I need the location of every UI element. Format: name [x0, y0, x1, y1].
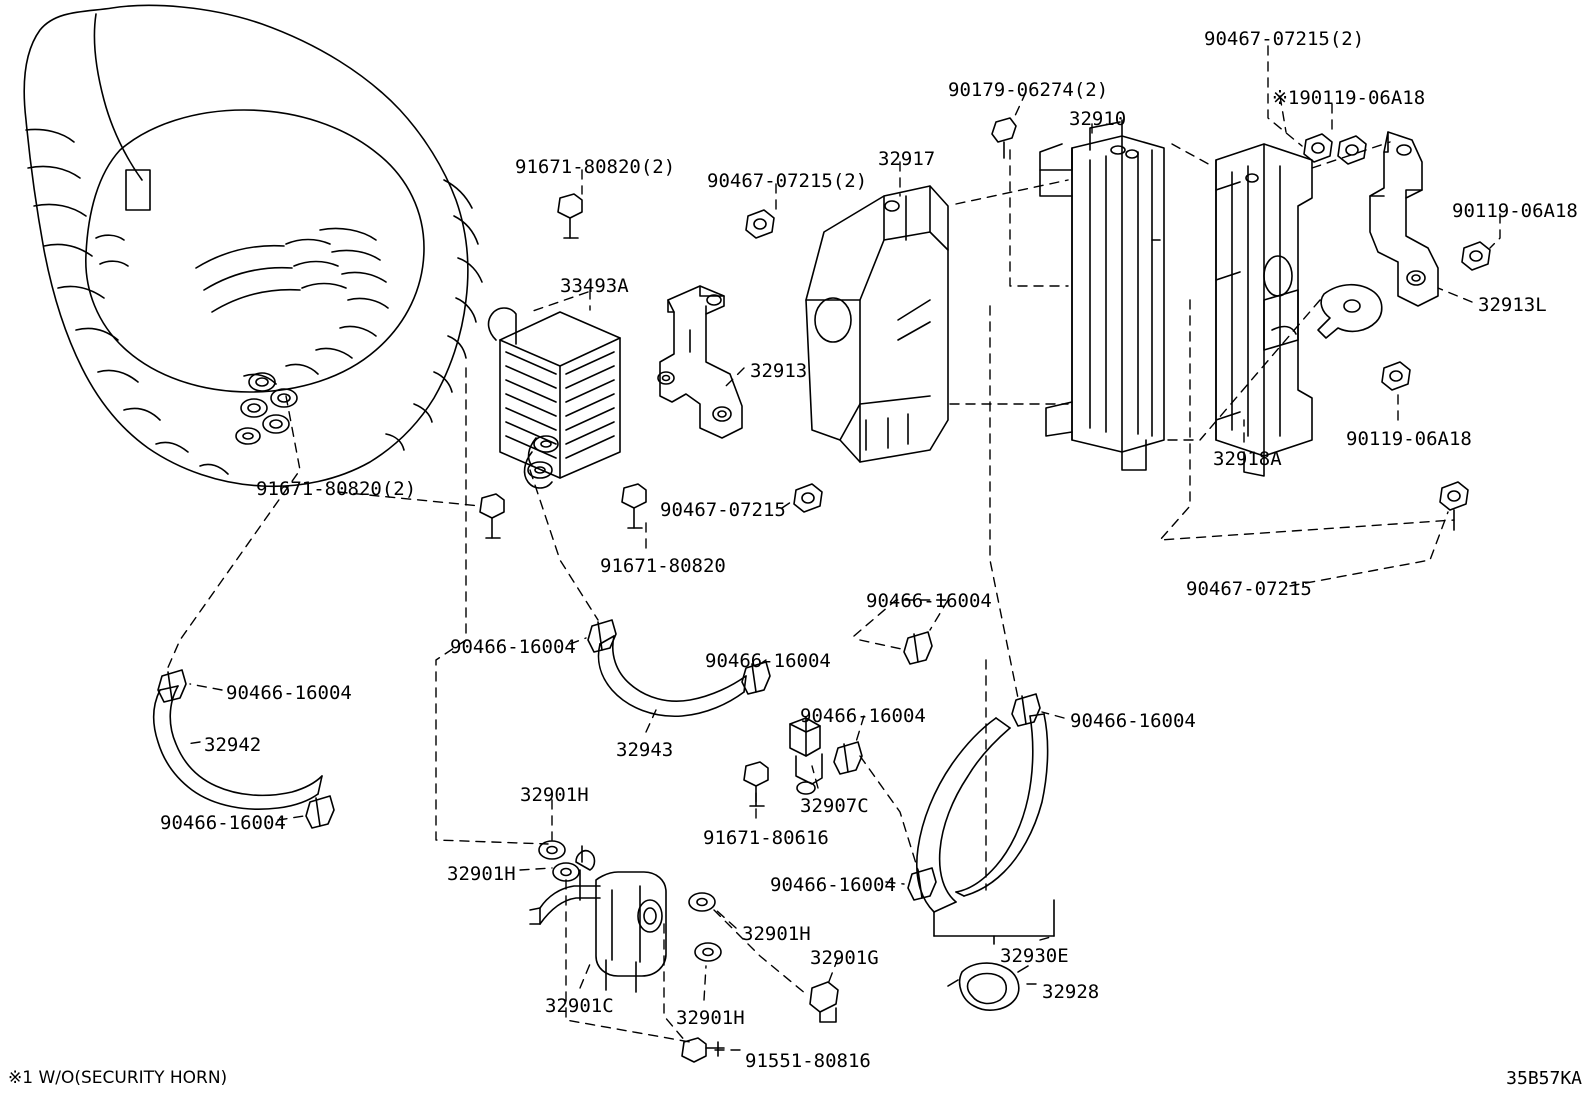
air-duct-32917	[806, 186, 948, 462]
part-label: 90466-16004	[705, 650, 831, 672]
part-label: 90467-07215(2)	[1204, 28, 1365, 50]
part-label: 90466-16004	[800, 705, 926, 727]
part-label: 32913L	[1478, 294, 1547, 316]
part-label: 90466-16004	[866, 590, 992, 612]
part-label: 91671-80820(2)	[256, 478, 417, 500]
part-label: 90467-07215(2)	[707, 170, 868, 192]
bracket-32913	[658, 286, 742, 438]
part-label: 90179-06274(2)	[948, 79, 1109, 101]
part-label: 90466-16004	[226, 682, 352, 704]
diagram-footnote: ※1 W/O(SECURITY HORN)	[8, 1068, 228, 1088]
hose-32943	[599, 636, 747, 716]
bracket-32913L	[1318, 132, 1438, 338]
part-label: 32918A	[1213, 448, 1282, 470]
part-label: 90466-16004	[450, 636, 576, 658]
part-label: 32917	[878, 148, 936, 170]
part-label: 91671-80820(2)	[515, 156, 676, 178]
part-label: 90467-07215	[1186, 578, 1312, 600]
part-label: 90119-06A18	[1452, 200, 1578, 222]
part-label: 32901H	[447, 863, 516, 885]
part-label: 90467-07215	[660, 499, 786, 521]
part-label: 32943	[616, 739, 674, 761]
part-label: 32907C	[800, 795, 869, 817]
part-label: ※190119-06A18	[1272, 87, 1426, 109]
diagram-sheet-code: 35B57KA	[1506, 1068, 1582, 1089]
part-label: 32913	[750, 360, 808, 382]
part-label: 32910	[1069, 108, 1127, 130]
part-label: 32901H	[742, 923, 811, 945]
oil-cooler-33493A	[489, 308, 620, 488]
part-label: 32901G	[810, 947, 879, 969]
part-label: 90466-16004	[1070, 710, 1196, 732]
cooler-core-32910	[1040, 120, 1164, 470]
pipe-assembly-32901C	[530, 846, 666, 992]
part-label: 90119-06A18	[1346, 428, 1472, 450]
part-label: 32901C	[545, 995, 614, 1017]
part-label: 91671-80820	[600, 555, 726, 577]
part-label: 32942	[204, 734, 262, 756]
gasket-32928	[948, 963, 1028, 1010]
part-label: 90466-16004	[770, 874, 896, 896]
transmission-case-drawing	[24, 5, 482, 486]
part-label: 32930E	[1000, 945, 1069, 967]
shroud-32918A	[1216, 144, 1312, 476]
part-label: 91671-80616	[703, 827, 829, 849]
part-label: 33493A	[560, 275, 629, 297]
part-label: 90466-16004	[160, 812, 286, 834]
part-label: 32901H	[520, 784, 589, 806]
part-label: 32901H	[676, 1007, 745, 1029]
part-label: 32928	[1042, 981, 1100, 1003]
part-label: 91551-80816	[745, 1050, 871, 1072]
